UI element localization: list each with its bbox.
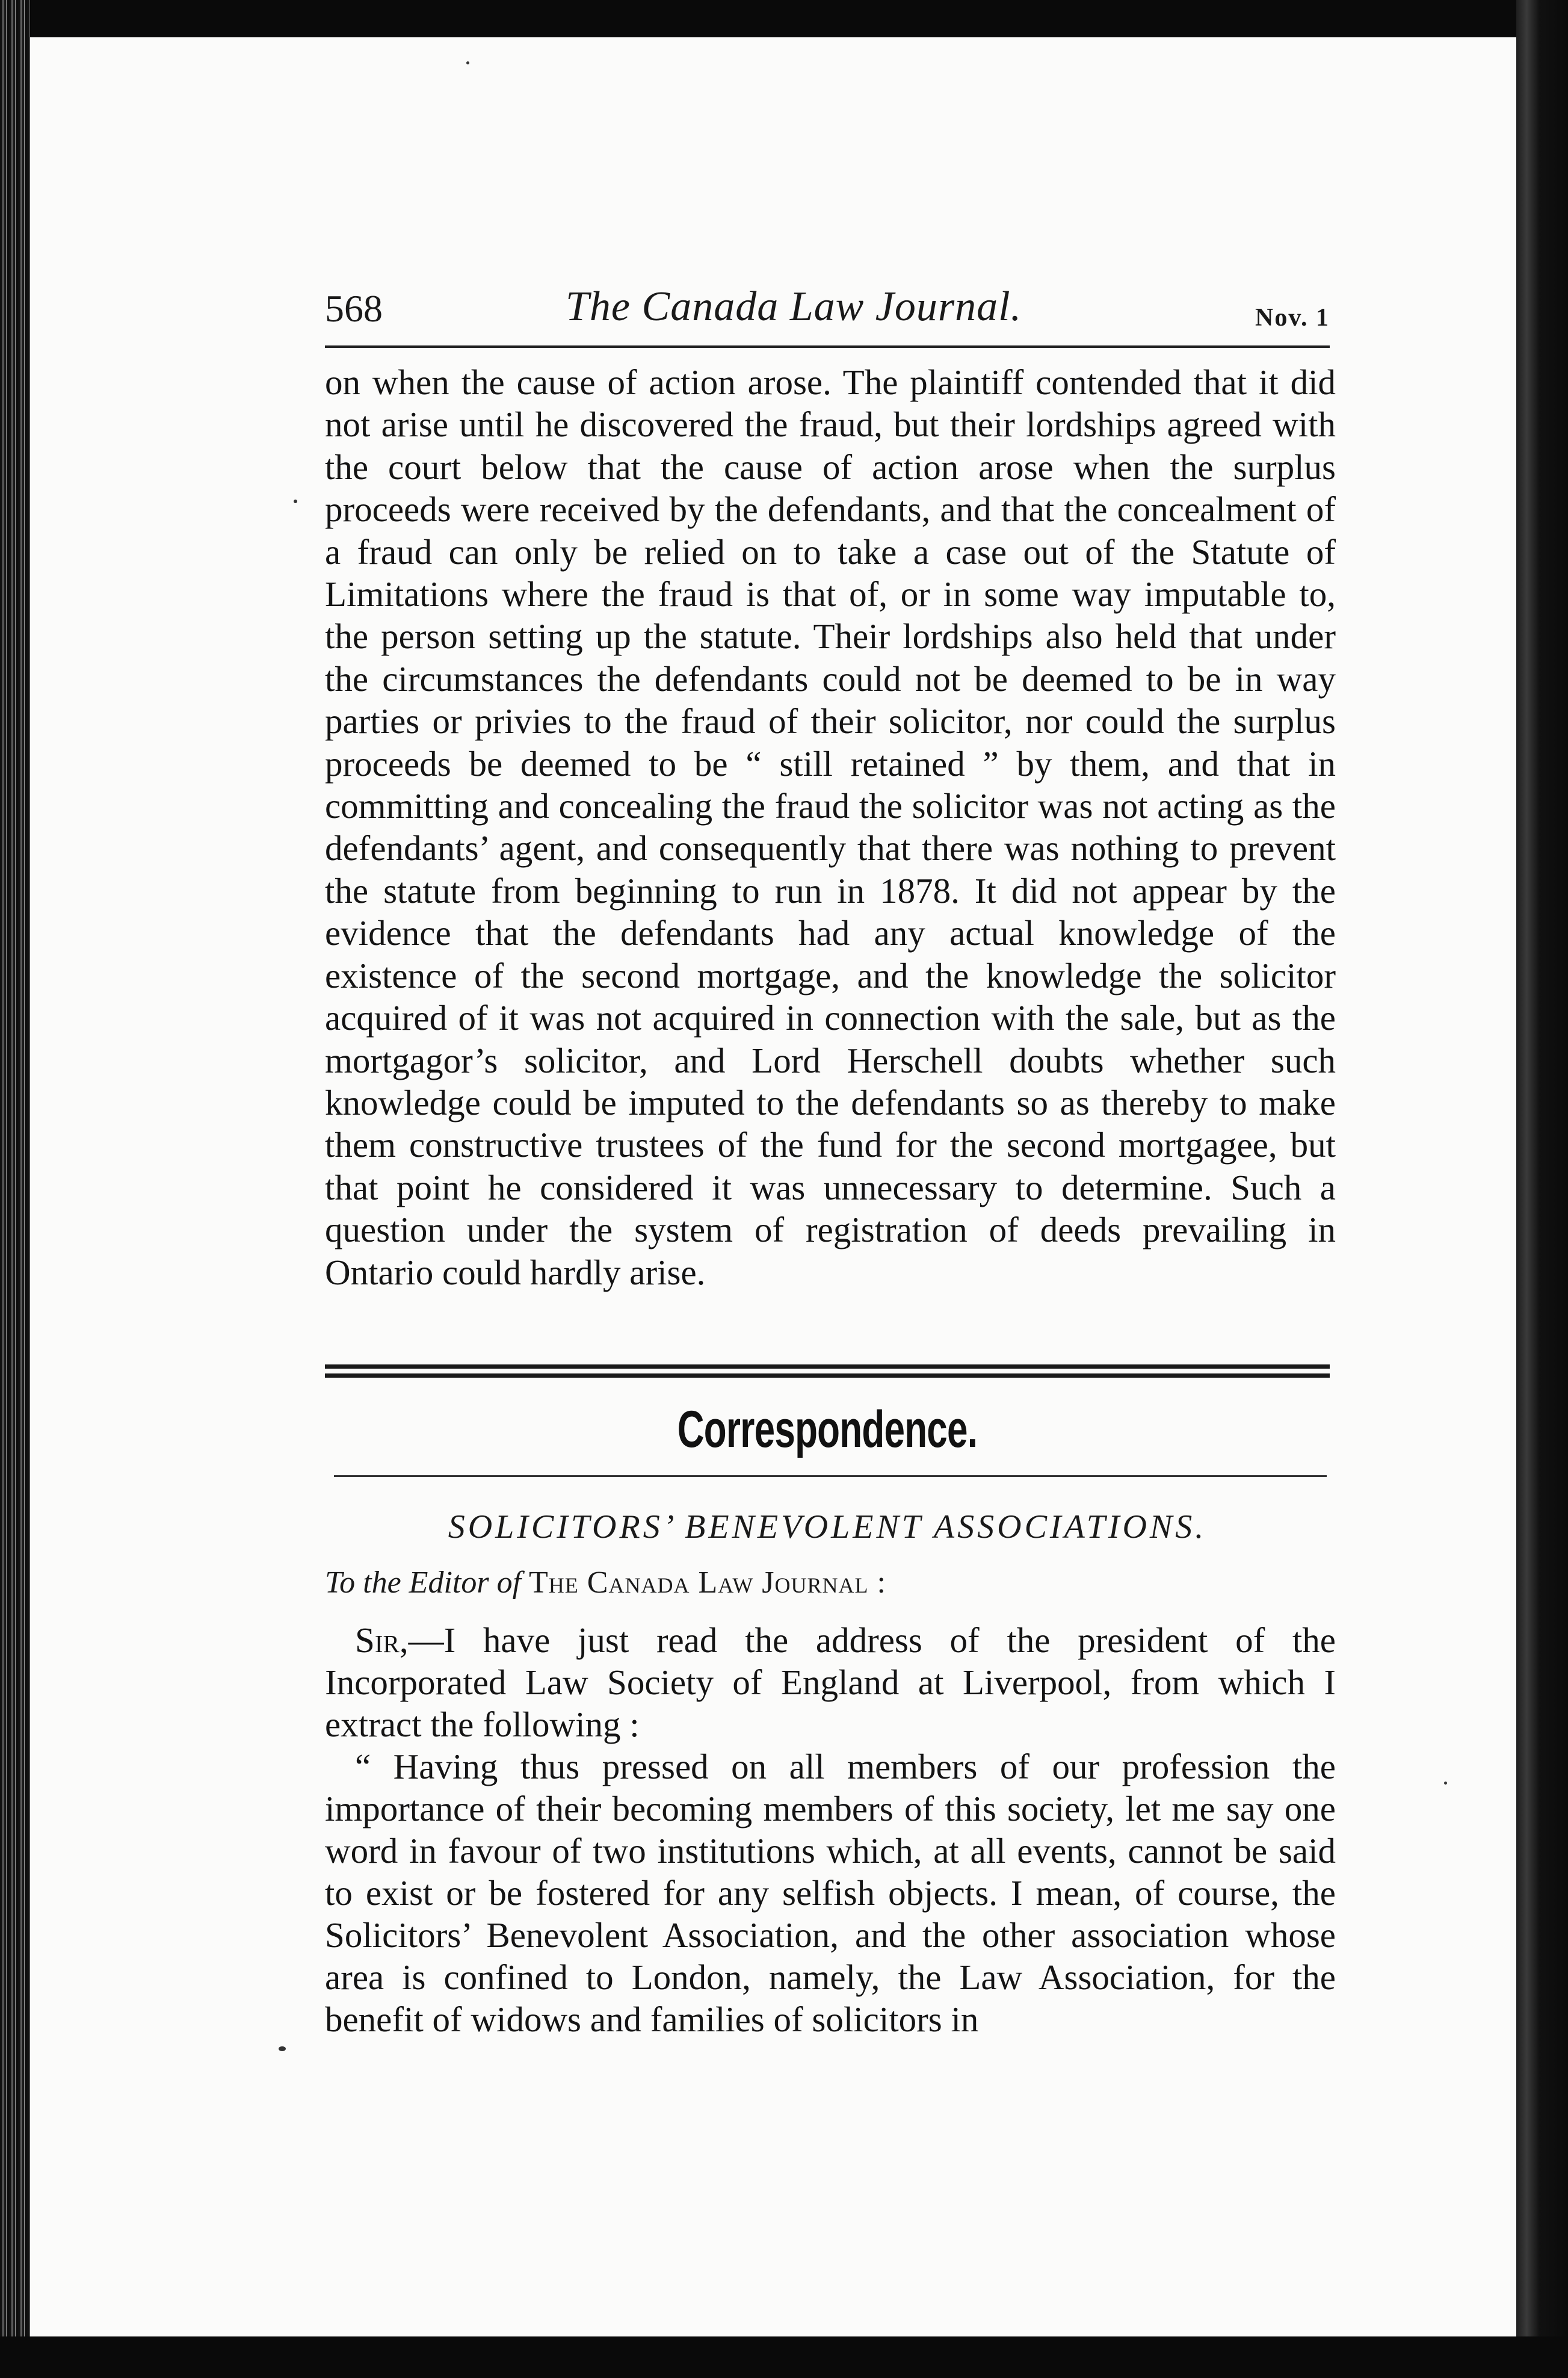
address-publication: The Canada Law Journal : (529, 1565, 886, 1600)
letter-quote-paragraph: “ Having thus pressed on all members of our profession the importance of their becoming members of this society, let me say one word in favour of two institutions which, at all events, cannot be said to exist or be fostered for any selfish objects. I mean, of course, the Solicitors’ Benevolent Association, and the other association whose area is confined to London, namely, the Law Association, for the benefit of widows and families of solicitors in (325, 1747, 1336, 2039)
salutation: Sir, (355, 1620, 409, 1660)
book-spine-edge (0, 0, 30, 2378)
letter-paragraph-text: —I have just read the address of the president of the Incorporated Law Society of England at Liverpool, from which I extract the following : (325, 1620, 1336, 1744)
section-divider-double-rule (325, 1364, 1330, 1378)
section-title-rule (334, 1475, 1327, 1477)
page-number: 568 (325, 287, 383, 330)
scan-border-top (0, 0, 1568, 37)
section-title: Correspondence. (677, 1401, 978, 1458)
letter-address (325, 1565, 886, 1600)
scan-speck (466, 61, 469, 64)
letter-paragraph (325, 1619, 1336, 1745)
running-header (325, 283, 1330, 349)
letter-body (325, 1619, 1336, 2040)
journal-title: The Canada Law Journal. (566, 283, 1022, 330)
scan-speck (294, 500, 297, 503)
issue-date: Nov. 1 (1255, 304, 1330, 332)
scan-speck (279, 2046, 286, 2051)
letter-heading: SOLICITORS’ BENEVOLENT ASSOCIATIONS. (448, 1508, 1207, 1546)
scan-border-bottom (0, 2336, 1568, 2378)
scan-border-right (1516, 0, 1568, 2378)
header-rule (325, 345, 1330, 348)
continued-paragraph: on when the cause of action arose. The plaintiff contended that it did not arise until he discovered the fraud, but their lordships agreed with the court below that the cause of action arose when the surplus proceeds were received by the defendants, and that the concealment of a fraud can only be relied on to take a case out of the Statute of Limitations where the fraud is that of, or in some way imputable to, the person setting up the statute. Their lordships also held that under the circumstances the defendants could not be deemed to be in way parties or privies to the fraud of their solicitor, nor could the surplus proceeds be deemed to be “ still retained ” by them, and that in committing and concealing the fraud the solicitor was not acting as the defendants’ agent, and consequently that there was nothing to prevent the statute from beginning to run in 1878. It did not appear by the evidence that the defendants had any actual knowledge of the existence of the second mortgage, and the knowledge the solicitor acquired of it was not acquired in connection with the sale, but as the mortgagor’s solicitor, and Lord Herschell doubts whether such knowledge could be imputed to the defendants so as thereby to make them constructive trustees of the fund for the second mortgagee, but that point he considered it was unnecessary to determine. Such a question under the system of registration of deeds prevailing in Ontario could hardly arise. (325, 362, 1336, 1292)
article-continuation (325, 361, 1336, 1293)
address-prefix: To the Editor of (325, 1565, 522, 1600)
scan-speck (1444, 1782, 1447, 1785)
